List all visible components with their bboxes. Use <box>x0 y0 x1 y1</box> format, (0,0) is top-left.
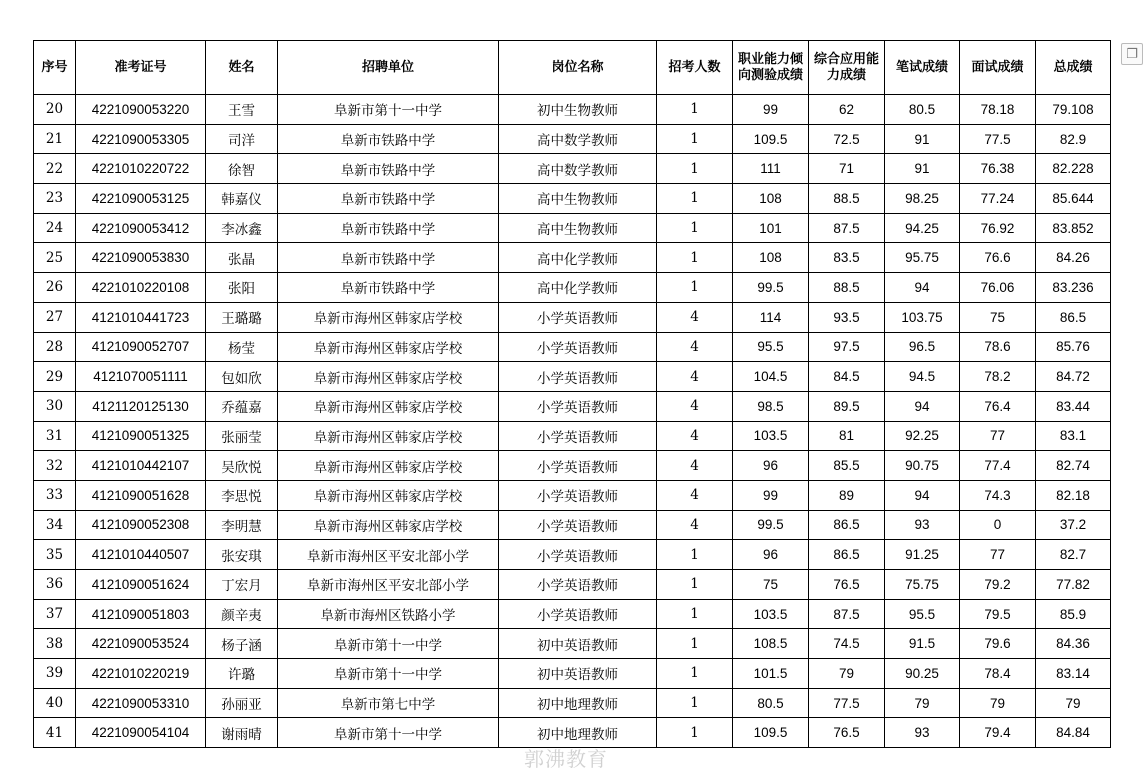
table-cell: 79 <box>885 688 960 718</box>
table-cell: 杨子涵 <box>206 629 278 659</box>
table-cell: 初中英语教师 <box>499 659 657 689</box>
table-cell: 95.5 <box>733 332 809 362</box>
table-cell: 4221090054104 <box>76 718 206 748</box>
table-cell: 4221010220219 <box>76 659 206 689</box>
table-cell: 79 <box>960 688 1036 718</box>
table-cell: 94 <box>885 391 960 421</box>
table-cell: 26 <box>34 273 76 303</box>
table-row <box>34 688 1111 718</box>
table-cell: 1 <box>657 243 733 273</box>
table-cell: 徐智 <box>206 154 278 184</box>
table-cell: 王璐璐 <box>206 302 278 332</box>
table-cell: 93.5 <box>809 302 885 332</box>
table-cell: 81 <box>809 421 885 451</box>
table-cell: 小学英语教师 <box>499 362 657 392</box>
table-body <box>34 95 1111 748</box>
table-cell: 高中数学教师 <box>499 154 657 184</box>
table-cell: 96.5 <box>885 332 960 362</box>
table-cell: 李思悦 <box>206 480 278 510</box>
table-cell: 4121010441723 <box>76 302 206 332</box>
table-cell: 103.75 <box>885 302 960 332</box>
table-cell: 4121090051628 <box>76 480 206 510</box>
table-cell: 4 <box>657 480 733 510</box>
table-cell: 阜新市海州区韩家店学校 <box>278 451 499 481</box>
table-cell: 37 <box>34 599 76 629</box>
table-cell: 4121010440507 <box>76 540 206 570</box>
table-cell: 78.6 <box>960 332 1036 362</box>
table-cell: 小学英语教师 <box>499 570 657 600</box>
table-cell: 韩嘉仪 <box>206 184 278 214</box>
table-cell: 小学英语教师 <box>499 451 657 481</box>
table-cell: 91 <box>885 154 960 184</box>
table-cell: 吴欣悦 <box>206 451 278 481</box>
table-cell: 36 <box>34 570 76 600</box>
table-cell: 83.14 <box>1036 659 1111 689</box>
table-row <box>34 95 1111 125</box>
table-cell: 74.5 <box>809 629 885 659</box>
table-cell: 1 <box>657 273 733 303</box>
table-cell: 小学英语教师 <box>499 302 657 332</box>
table-cell: 84.26 <box>1036 243 1111 273</box>
table-cell: 88.5 <box>809 273 885 303</box>
table-cell: 98.25 <box>885 184 960 214</box>
table-cell: 77 <box>960 540 1036 570</box>
table-cell: 79 <box>1036 688 1111 718</box>
table-cell: 87.5 <box>809 599 885 629</box>
table-cell: 99.5 <box>733 273 809 303</box>
table-cell: 62 <box>809 95 885 125</box>
table-row <box>34 659 1111 689</box>
table-cell: 79.2 <box>960 570 1036 600</box>
table-cell: 王雪 <box>206 95 278 125</box>
table-cell: 77.5 <box>809 688 885 718</box>
table-row <box>34 362 1111 392</box>
column-header: 职业能力倾向测验成绩 <box>733 41 809 95</box>
table-cell: 小学英语教师 <box>499 540 657 570</box>
table-cell: 90.75 <box>885 451 960 481</box>
table-cell: 4 <box>657 421 733 451</box>
table-cell: 101 <box>733 213 809 243</box>
table-cell: 89 <box>809 480 885 510</box>
table-cell: 29 <box>34 362 76 392</box>
table-cell: 4 <box>657 391 733 421</box>
table-cell: 91.5 <box>885 629 960 659</box>
table-cell: 27 <box>34 302 76 332</box>
table-cell: 108.5 <box>733 629 809 659</box>
table-row <box>34 332 1111 362</box>
table-cell: 阜新市海州区韩家店学校 <box>278 510 499 540</box>
table-cell: 82.9 <box>1036 124 1111 154</box>
table-cell: 72.5 <box>809 124 885 154</box>
table-cell: 4221010220722 <box>76 154 206 184</box>
table-cell: 37.2 <box>1036 510 1111 540</box>
table-cell: 4121090052308 <box>76 510 206 540</box>
table-cell: 23 <box>34 184 76 214</box>
table-row <box>34 243 1111 273</box>
column-header: 笔试成绩 <box>885 41 960 95</box>
table-cell: 80.5 <box>885 95 960 125</box>
table-cell: 71 <box>809 154 885 184</box>
table-row <box>34 124 1111 154</box>
column-header: 序号 <box>34 41 76 95</box>
table-cell: 77.82 <box>1036 570 1111 600</box>
table-cell: 78.4 <box>960 659 1036 689</box>
table-cell: 77.5 <box>960 124 1036 154</box>
column-header: 总成绩 <box>1036 41 1111 95</box>
table-cell: 0 <box>960 510 1036 540</box>
table-cell: 阜新市第十一中学 <box>278 659 499 689</box>
table-cell: 79.4 <box>960 718 1036 748</box>
table-cell: 4221090053412 <box>76 213 206 243</box>
table-cell: 4221090053830 <box>76 243 206 273</box>
table-cell: 77.4 <box>960 451 1036 481</box>
table-cell: 小学英语教师 <box>499 391 657 421</box>
table-cell: 4221090053125 <box>76 184 206 214</box>
table-cell: 83.236 <box>1036 273 1111 303</box>
table-cell: 阜新市海州区韩家店学校 <box>278 391 499 421</box>
table-cell: 101.5 <box>733 659 809 689</box>
table-cell: 高中化学教师 <box>499 243 657 273</box>
header-row <box>34 41 1111 95</box>
table-cell: 包如欣 <box>206 362 278 392</box>
table-cell: 97.5 <box>809 332 885 362</box>
table-cell: 34 <box>34 510 76 540</box>
table-cell: 1 <box>657 184 733 214</box>
table-cell: 高中生物教师 <box>499 213 657 243</box>
table-cell: 109.5 <box>733 718 809 748</box>
table-cell: 阜新市海州区韩家店学校 <box>278 480 499 510</box>
table-cell: 4121090051803 <box>76 599 206 629</box>
table-cell: 初中英语教师 <box>499 629 657 659</box>
table-cell: 82.74 <box>1036 451 1111 481</box>
table-cell: 乔蕴嘉 <box>206 391 278 421</box>
table-cell: 30 <box>34 391 76 421</box>
table-cell: 高中数学教师 <box>499 124 657 154</box>
table-cell: 96 <box>733 451 809 481</box>
table-row <box>34 540 1111 570</box>
table-cell: 24 <box>34 213 76 243</box>
score-table <box>33 40 1111 748</box>
table-cell: 高中生物教师 <box>499 184 657 214</box>
table-cell: 83.5 <box>809 243 885 273</box>
table-cell: 79.108 <box>1036 95 1111 125</box>
expand-icon[interactable]: ❐ <box>1121 43 1143 65</box>
table-cell: 83.44 <box>1036 391 1111 421</box>
table-cell: 初中地理教师 <box>499 718 657 748</box>
table-cell: 阜新市海州区铁路小学 <box>278 599 499 629</box>
table-cell: 许璐 <box>206 659 278 689</box>
table-row <box>34 451 1111 481</box>
table-cell: 张晶 <box>206 243 278 273</box>
table-cell: 84.5 <box>809 362 885 392</box>
table-cell: 4121010442107 <box>76 451 206 481</box>
table-cell: 76.6 <box>960 243 1036 273</box>
table-cell: 杨莹 <box>206 332 278 362</box>
table-cell: 阜新市铁路中学 <box>278 273 499 303</box>
table-row <box>34 184 1111 214</box>
table-cell: 114 <box>733 302 809 332</box>
table-cell: 阜新市铁路中学 <box>278 184 499 214</box>
table-row <box>34 599 1111 629</box>
table-cell: 颜辛夷 <box>206 599 278 629</box>
table-cell: 李冰鑫 <box>206 213 278 243</box>
column-header: 综合应用能力成绩 <box>809 41 885 95</box>
table-cell: 阜新市海州区平安北部小学 <box>278 540 499 570</box>
table-row <box>34 213 1111 243</box>
table-cell: 40 <box>34 688 76 718</box>
table-cell: 1 <box>657 570 733 600</box>
table-cell: 95.75 <box>885 243 960 273</box>
table-cell: 82.228 <box>1036 154 1111 184</box>
table-cell: 84.36 <box>1036 629 1111 659</box>
table-cell: 85.9 <box>1036 599 1111 629</box>
table-cell: 84.84 <box>1036 718 1111 748</box>
table-cell: 司洋 <box>206 124 278 154</box>
table-cell: 104.5 <box>733 362 809 392</box>
table-cell: 20 <box>34 95 76 125</box>
table-cell: 32 <box>34 451 76 481</box>
table-cell: 4121090051624 <box>76 570 206 600</box>
table-cell: 28 <box>34 332 76 362</box>
table-row <box>34 154 1111 184</box>
table-cell: 21 <box>34 124 76 154</box>
table-cell: 94.5 <box>885 362 960 392</box>
table-cell: 阜新市第七中学 <box>278 688 499 718</box>
table-cell: 张安琪 <box>206 540 278 570</box>
table-cell: 阜新市第十一中学 <box>278 95 499 125</box>
table-cell: 91.25 <box>885 540 960 570</box>
table-cell: 86.5 <box>1036 302 1111 332</box>
table-cell: 阜新市海州区韩家店学校 <box>278 302 499 332</box>
table-cell: 1 <box>657 213 733 243</box>
table-cell: 33 <box>34 480 76 510</box>
table-cell: 4 <box>657 302 733 332</box>
table-cell: 丁宏月 <box>206 570 278 600</box>
table-cell: 85.76 <box>1036 332 1111 362</box>
table-cell: 90.25 <box>885 659 960 689</box>
table-cell: 谢雨晴 <box>206 718 278 748</box>
table-cell: 25 <box>34 243 76 273</box>
table-cell: 93 <box>885 510 960 540</box>
table-cell: 95.5 <box>885 599 960 629</box>
table-cell: 76.06 <box>960 273 1036 303</box>
table-cell: 1 <box>657 540 733 570</box>
table-cell: 109.5 <box>733 124 809 154</box>
table-cell: 79.5 <box>960 599 1036 629</box>
table-cell: 88.5 <box>809 184 885 214</box>
table-cell: 阜新市海州区韩家店学校 <box>278 362 499 392</box>
table-cell: 阜新市第十一中学 <box>278 629 499 659</box>
table-cell: 74.3 <box>960 480 1036 510</box>
table-cell: 4121090052707 <box>76 332 206 362</box>
table-cell: 4121070051111 <box>76 362 206 392</box>
table-cell: 83.852 <box>1036 213 1111 243</box>
table-cell: 93 <box>885 718 960 748</box>
table-cell: 李明慧 <box>206 510 278 540</box>
table-cell: 91 <box>885 124 960 154</box>
column-header: 面试成绩 <box>960 41 1036 95</box>
table-cell: 阜新市海州区韩家店学校 <box>278 332 499 362</box>
table-cell: 79.6 <box>960 629 1036 659</box>
table-cell: 94 <box>885 273 960 303</box>
table-cell: 111 <box>733 154 809 184</box>
table-cell: 4 <box>657 510 733 540</box>
table-cell: 4221090053310 <box>76 688 206 718</box>
table-cell: 22 <box>34 154 76 184</box>
table-cell: 1 <box>657 124 733 154</box>
table-cell: 4121120125130 <box>76 391 206 421</box>
table-cell: 94 <box>885 480 960 510</box>
table-cell: 4221090053524 <box>76 629 206 659</box>
table-cell: 4 <box>657 451 733 481</box>
table-cell: 86.5 <box>809 540 885 570</box>
table-cell: 76.92 <box>960 213 1036 243</box>
table-cell: 张阳 <box>206 273 278 303</box>
table-cell: 99 <box>733 480 809 510</box>
column-header: 招聘单位 <box>278 41 499 95</box>
table-cell: 75 <box>733 570 809 600</box>
table-cell: 1 <box>657 688 733 718</box>
table-cell: 4121090051325 <box>76 421 206 451</box>
table-cell: 76.38 <box>960 154 1036 184</box>
table-cell: 阜新市海州区韩家店学校 <box>278 421 499 451</box>
table-cell: 4221010220108 <box>76 273 206 303</box>
table-cell: 86.5 <box>809 510 885 540</box>
table-cell: 阜新市铁路中学 <box>278 154 499 184</box>
table-cell: 79 <box>809 659 885 689</box>
table-row <box>34 629 1111 659</box>
table-cell: 41 <box>34 718 76 748</box>
table-cell: 75.75 <box>885 570 960 600</box>
table-cell: 83.1 <box>1036 421 1111 451</box>
table-cell: 小学英语教师 <box>499 510 657 540</box>
table-cell: 89.5 <box>809 391 885 421</box>
table-cell: 4221090053305 <box>76 124 206 154</box>
table-cell: 80.5 <box>733 688 809 718</box>
table-cell: 小学英语教师 <box>499 599 657 629</box>
table-cell: 阜新市第十一中学 <box>278 718 499 748</box>
column-header: 招考人数 <box>657 41 733 95</box>
table-cell: 阜新市铁路中学 <box>278 213 499 243</box>
table-cell: 39 <box>34 659 76 689</box>
table-cell: 76.5 <box>809 570 885 600</box>
table-cell: 75 <box>960 302 1036 332</box>
table-cell: 108 <box>733 184 809 214</box>
table-cell: 103.5 <box>733 421 809 451</box>
table-cell: 小学英语教师 <box>499 480 657 510</box>
column-header: 准考证号 <box>76 41 206 95</box>
table-cell: 87.5 <box>809 213 885 243</box>
table-cell: 38 <box>34 629 76 659</box>
table-row <box>34 480 1111 510</box>
table-row <box>34 570 1111 600</box>
table-cell: 77 <box>960 421 1036 451</box>
table-cell: 4 <box>657 332 733 362</box>
table-cell: 孙丽亚 <box>206 688 278 718</box>
table-cell: 1 <box>657 154 733 184</box>
table-cell: 4221090053220 <box>76 95 206 125</box>
table-cell: 初中地理教师 <box>499 688 657 718</box>
table-cell: 77.24 <box>960 184 1036 214</box>
table-cell: 1 <box>657 629 733 659</box>
table-cell: 99.5 <box>733 510 809 540</box>
table-cell: 阜新市铁路中学 <box>278 243 499 273</box>
table-cell: 85.644 <box>1036 184 1111 214</box>
table-row <box>34 273 1111 303</box>
table-row <box>34 391 1111 421</box>
table-cell: 76.5 <box>809 718 885 748</box>
table-cell: 1 <box>657 659 733 689</box>
table-row <box>34 421 1111 451</box>
table-cell: 84.72 <box>1036 362 1111 392</box>
table-cell: 94.25 <box>885 213 960 243</box>
table-cell: 阜新市海州区平安北部小学 <box>278 570 499 600</box>
table-cell: 92.25 <box>885 421 960 451</box>
table-cell: 初中生物教师 <box>499 95 657 125</box>
table-cell: 82.18 <box>1036 480 1111 510</box>
table-cell: 小学英语教师 <box>499 421 657 451</box>
column-header: 岗位名称 <box>499 41 657 95</box>
table-cell: 99 <box>733 95 809 125</box>
table-cell: 78.18 <box>960 95 1036 125</box>
table-row <box>34 302 1111 332</box>
watermark: 郭沸教育 <box>524 747 608 771</box>
table-row <box>34 510 1111 540</box>
table-cell: 1 <box>657 599 733 629</box>
table-cell: 小学英语教师 <box>499 332 657 362</box>
table-cell: 31 <box>34 421 76 451</box>
table-cell: 1 <box>657 95 733 125</box>
table-cell: 阜新市铁路中学 <box>278 124 499 154</box>
column-header: 姓名 <box>206 41 278 95</box>
table-cell: 82.7 <box>1036 540 1111 570</box>
table-cell: 85.5 <box>809 451 885 481</box>
table-cell: 35 <box>34 540 76 570</box>
table-cell: 张丽莹 <box>206 421 278 451</box>
table-cell: 103.5 <box>733 599 809 629</box>
table-cell: 1 <box>657 718 733 748</box>
table-cell: 96 <box>733 540 809 570</box>
table-cell: 78.2 <box>960 362 1036 392</box>
table-cell: 4 <box>657 362 733 392</box>
table-cell: 108 <box>733 243 809 273</box>
table-cell: 76.4 <box>960 391 1036 421</box>
table-cell: 高中化学教师 <box>499 273 657 303</box>
table-cell: 98.5 <box>733 391 809 421</box>
